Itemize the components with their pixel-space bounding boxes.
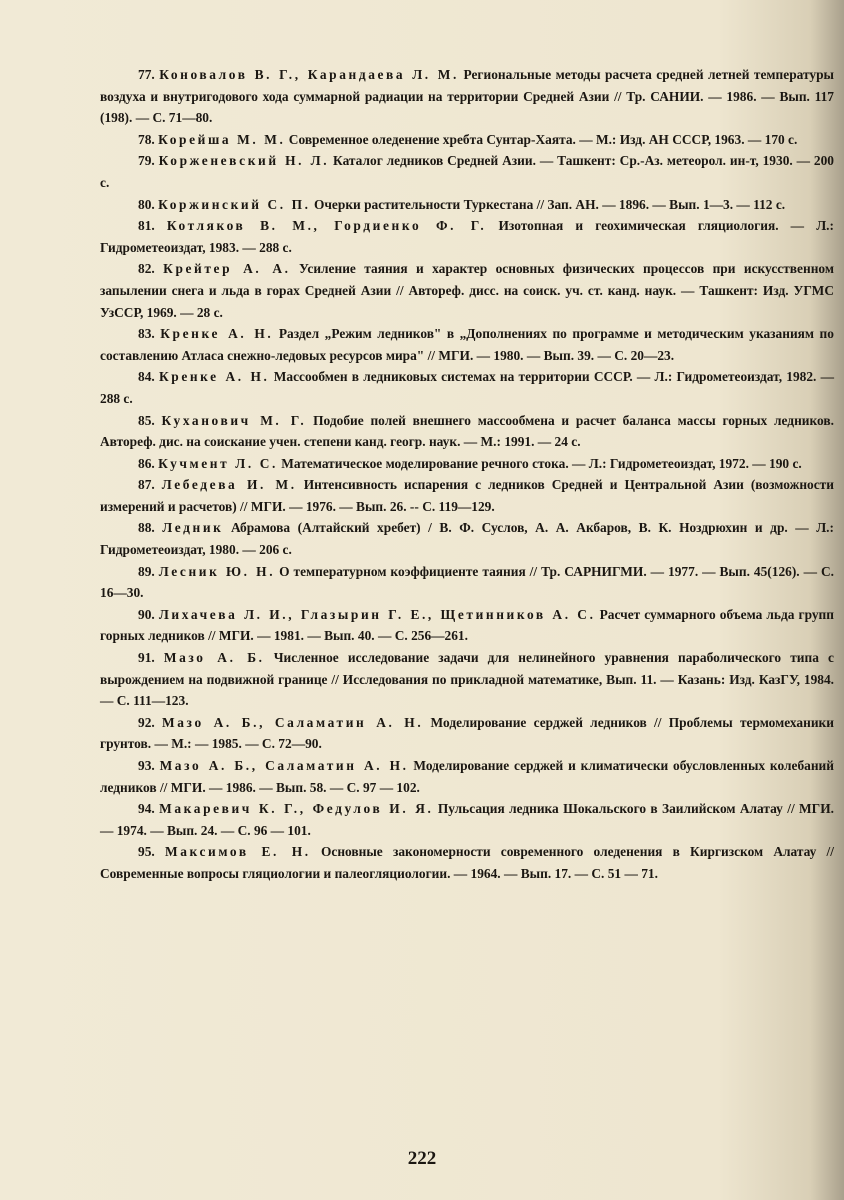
entry-text: Моделирование серджей и климатически обусловленных колебаний ледников // МГИ. — 1986. — Вып. 58. — С. 97 — 102. [100, 758, 834, 795]
bibliography-list [100, 64, 834, 885]
entry-author: Лесник Ю. Н. [158, 563, 276, 579]
bibliography-entry [100, 366, 834, 409]
entry-author: Коновалов В. Г., Карандаева Л. М. [159, 67, 459, 82]
bibliography-entry [100, 410, 834, 453]
entry-number: 81. [138, 218, 155, 234]
entry-author: Коржинский С. П. [158, 196, 311, 212]
entry-text: Усиление таяния и характер основных физических процессов при искусственном запылении снега и льда в горах Средней Азии // Автореф. дисс. на соиск. уч. ст. канд. наук. — Ташкент: Изд. УГМС УзССР, 1969. — 28 с. [100, 261, 834, 320]
bibliography-entry [100, 129, 834, 151]
bibliography-entry [100, 561, 834, 604]
bibliography-entry [100, 64, 834, 129]
entry-number: 77. [138, 67, 155, 82]
entry-author: Крейтер А. А. [163, 261, 291, 277]
entry-number: 95. [138, 844, 155, 860]
entry-text: Основные закономерности современного оледенения в Киргизском Алатау // Современные вопросы гляциологии и палеогляциологии. — 1964. — Вып. 17. — С. 51 — 71. [100, 844, 834, 881]
entry-number: 82. [138, 261, 155, 277]
entry-author: Лихачева Л. И., Глазырин Г. Е., Щетинников А. С. [158, 606, 596, 622]
entry-author: Мазо А. Б., Саламатин А. Н. [162, 714, 424, 730]
entry-number: 78. [138, 131, 155, 147]
entry-text: Изотопная и геохимическая гляциология. — Л.: Гидрометеоиздат, 1983. — 288 с. [100, 218, 834, 255]
entry-text: Моделирование серджей ледников // Проблемы термомеханики грунтов. — М.: — 1985. — С. 72—90. [100, 714, 834, 752]
entry-author: Котляков В. М., Гордиенко Ф. Г. [166, 218, 487, 234]
entry-number: 79. [138, 153, 155, 169]
entry-text: Современное оледенение хребта Сунтар-Хаята. — М.: Изд. АН СССР, 1963. — 170 с. [288, 131, 798, 147]
entry-number: 89. [138, 563, 155, 579]
entry-number: 85. [138, 412, 155, 428]
entry-text: О температурном коэффициенте таяния // Тр. САРНИГМИ. — 1977. — Вып. 45(126). — С. 16—30. [100, 563, 835, 601]
entry-number: 83. [138, 326, 155, 342]
entry-author: Куханович М. Г. [161, 412, 307, 428]
bibliography-entry [100, 474, 834, 517]
bibliography-entry [100, 258, 834, 323]
bibliography-entry [100, 604, 834, 647]
entry-author: Кучмент Л. С. [158, 455, 278, 471]
entry-number: 80. [138, 196, 155, 212]
bibliography-entry [100, 712, 834, 755]
entry-text: Абрамова (Алтайский хребет) / В. Ф. Суслов, А. А. Акбаров, В. К. Ноздрюхин и др. — Л.: Гидрометеоиздат, 1980. — 206 с. [100, 520, 834, 558]
entry-author: Кренке А. Н. [160, 326, 274, 342]
bibliography-entry [100, 194, 834, 216]
bibliography-entry [100, 517, 834, 560]
entry-number: 93. [138, 758, 155, 773]
entry-text: Интенсивность испарения с ледников Средней и Центральной Азии (возможности измерений и расчетов) // МГИ. — 1976. — Вып. 26. -- С. 119—129. [100, 477, 834, 514]
entry-author: Корейша М. М. [158, 131, 286, 147]
entry-text: Очерки растительности Туркестана // Зап. АН. — 1896. — Вып. 1—3. — 112 с. [313, 196, 786, 212]
entry-text: Пульсация ледника Шокальского в Заилийском Алатау // МГИ. — 1974. — Вып. 24. — С. 96 — 101. [100, 801, 834, 838]
entry-number: 88. [138, 520, 155, 536]
entry-text: Региональные методы расчета средней летней температуры воздуха и внутригодового хода суммарной радиации на территории Средней Азии // Тр. САНИИ. — 1986. — Вып. 117 (198). — С. 71—80. [100, 67, 834, 126]
bibliography-entry [100, 841, 834, 884]
entry-author: Макаревич К. Г., Федулов И. Я. [159, 801, 434, 817]
entry-author: Мазо А. Б. [163, 650, 265, 666]
bibliography-entry [100, 323, 834, 366]
entry-number: 92. [138, 714, 155, 730]
entry-author: Мазо А. Б., Саламатин А. Н. [159, 758, 409, 773]
entry-text: Каталог ледников Средней Азии. — Ташкент: Ср.-Аз. метеорол. ин-т, 1930. — 200 с. [100, 153, 834, 190]
entry-number: 86. [138, 455, 155, 471]
entry-number: 94. [138, 801, 155, 817]
entry-text: Расчет суммарного объема льда групп горных ледников // МГИ. — 1981. — Вып. 40. — С. 256—261. [100, 606, 834, 644]
bibliography-entry [100, 798, 834, 841]
entry-text: Численное исследование задачи для нелинейного уравнения параболического типа с вырождением на подвижной границе // Исследования по прикладной математике, Вып. 11. — Казань: Изд. КазГУ, 1984. — С. 111—123. [100, 650, 834, 709]
entry-author: Корженевский Н. Л. [158, 153, 330, 169]
entry-number: 91. [138, 650, 155, 666]
entry-author: Лебедева И. М. [161, 477, 297, 493]
entry-number: 90. [138, 606, 155, 622]
bibliography-entry [100, 150, 834, 193]
entry-text: Массообмен в ледниковых системах на территории СССР. — Л.: Гидрометеоиздат, 1982. — 288 с. [100, 369, 834, 406]
entry-author: Кренке А. Н. [158, 369, 270, 385]
entry-number: 84. [138, 369, 155, 385]
entry-text: Подобие полей внешнего массообмена и расчет баланса массы горных ледников. Автореф. дис. на соискание учен. степени канд. геогр. наук. — М.: 1991. — 24 с. [100, 412, 834, 450]
bibliography-entry [100, 215, 834, 258]
entry-author: Ледник [162, 520, 224, 536]
bibliography-entry [100, 453, 834, 475]
entry-author: Максимов Е. Н. [164, 844, 311, 860]
entry-text: Математическое моделирование речного стока. — Л.: Гидрометеоиздат, 1972. — 190 с. [281, 455, 802, 471]
entry-number: 87. [138, 477, 155, 493]
bibliography-entry [100, 647, 834, 712]
entry-text: Раздел „Режим ледников" в „Дополнениях по программе и методическим указаниям по составлению Атласа снежно-ледовых ресурсов мира" // МГИ. — 1980. — Вып. 39. — С. 20—23. [100, 326, 834, 363]
page-number: 222 [407, 1148, 437, 1169]
bibliography-entry [100, 755, 834, 798]
